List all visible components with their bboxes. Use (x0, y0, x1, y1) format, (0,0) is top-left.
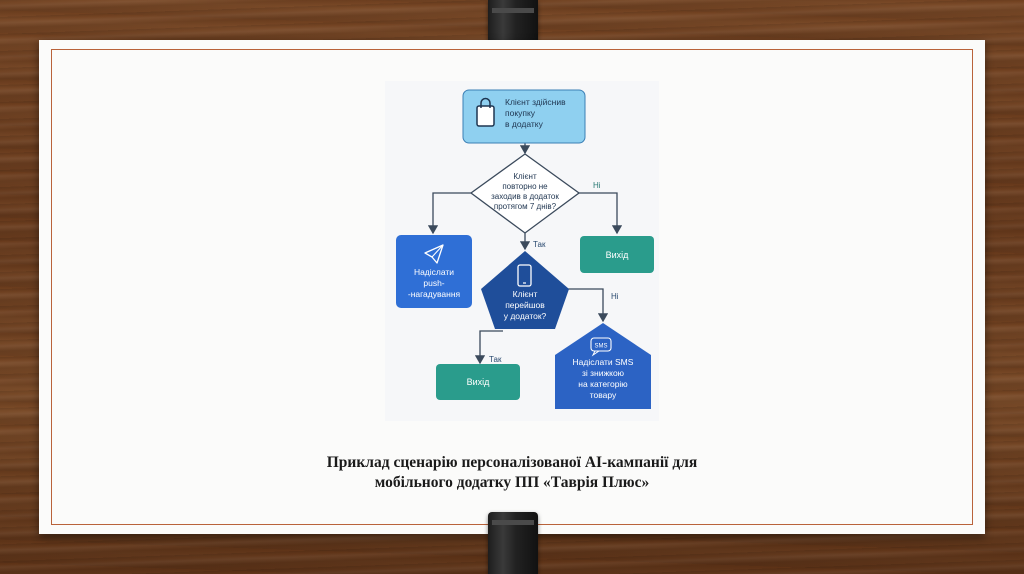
start-node-line2: покупку (505, 108, 536, 118)
decision2-line3: у додаток? (503, 311, 547, 321)
push-line3: -нагадування (407, 289, 461, 299)
decision1-line4: протягом 7 днів? (493, 202, 557, 211)
flowchart-svg (385, 81, 659, 421)
caption-line2: мобільного додатку ПП «Таврія Плюс» (374, 474, 650, 491)
start-node-line3: в додатку (505, 119, 543, 129)
binder-clip-bottom (488, 512, 538, 574)
decision-2 (481, 251, 569, 329)
start-node-line1: Клієнт здійснив (505, 97, 566, 107)
label-no-1: Ні (593, 181, 601, 190)
sms-line1: Надіслати SMS (572, 357, 634, 367)
decision2-line2: перейшов (505, 300, 545, 310)
exit-node-2 (436, 364, 520, 400)
sms-badge-text: SMS (594, 343, 608, 350)
label-yes-1: Так (533, 240, 546, 249)
decision2-line1: Клієнт (512, 289, 538, 299)
exit-node-1 (580, 236, 654, 273)
flowchart-image (385, 81, 659, 421)
exit2-label: Вихід (466, 377, 490, 387)
connector-decision1-push (433, 193, 474, 233)
caption-line1: Приклад сценарію персоналізованої AI-кампанії для (326, 454, 698, 471)
start-node (463, 90, 585, 143)
push-line2: push- (423, 278, 445, 288)
push-node (396, 235, 472, 308)
decision-1 (471, 154, 579, 233)
connector-decision1-exit1 (576, 193, 617, 233)
decision1-line3: заходив в додаток (491, 192, 559, 201)
decision1-line2: повторно не (502, 182, 548, 191)
sms-node (555, 323, 651, 409)
push-line1: Надіслати (413, 267, 455, 277)
exit1-label: Вихід (605, 250, 629, 260)
sms-line3: на категорію (578, 379, 628, 389)
label-yes-2: Так (489, 355, 502, 364)
sms-line2: зі знижкою (581, 368, 625, 378)
decision1-line1: Клієнт (513, 172, 537, 181)
label-no-2: Ні (611, 292, 619, 301)
sms-line4: товару (589, 390, 617, 400)
